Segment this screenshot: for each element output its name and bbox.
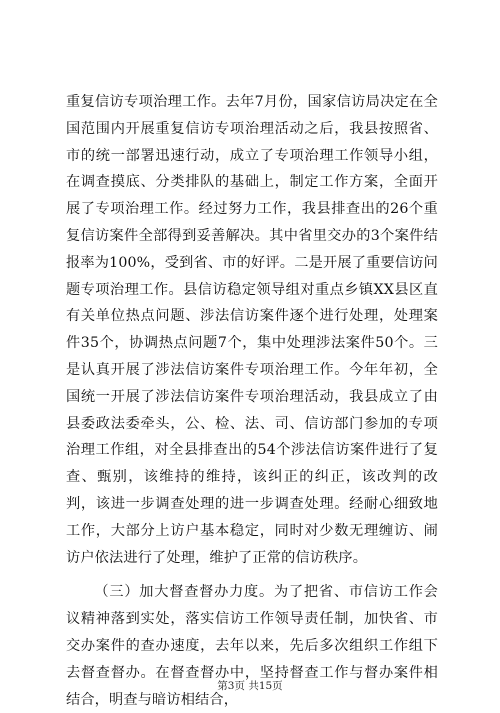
paragraph-2: （三）加大督查督办力度。为了把省、市信访工作会议精神落到实处，落实信访工作领导责任制，加快省、市交办案件的查办速度，去年以来，先后多次组织工作组下去督查督办。在督查督办中，坚持督查工作与督办案件相结合，明查与暗访相结合， xyxy=(66,584,438,708)
paragraph-1: 重复信访专项治理工作。去年7月份，国家信访局决定在全国范围内开展重复信访专项治理活动之后，我县按照省、市的统一部署迅速行动，成立了专项治理工作领导小组，在调查摸底、分类排队的基础上，制定工作方案，全面开展了专项治理工作。经过努力工作，我县排查出的26个重复信访案件全部得到妥善解决。其中省里交办的3个案件结报率为100%，受到省、市的好评。二是开展了重要信访问题专项治理工作。县信访稳定领导组对重点乡镇XX县区直有关单位热点问题、涉法信访案件逐个进行处理，处理案件35个，协调热点问题7个，集中处理涉法案件50个。三是认真开展了涉法信访案件专项治理工作。今年年初，全国统一开展了涉法信访案件专项治理活动，我县成立了由县委政法委牵头，公、检、法、司、信访部门参加的专项治理工作组，对全县排查出的54个涉法信访案件进行了复查、甄别，该维持的维持，该纠正的纠正，该改判的改判，该进一步调查处理的进一步调查处理。经耐心细致地工作，大部分上访户基本稳定，同时对少数无理缠访、闹访户依法进行了处理，维护了正常的信访秩序。 xyxy=(66,94,438,566)
page-footer: 第3页 共15页 xyxy=(217,680,283,692)
document-body xyxy=(66,89,438,713)
